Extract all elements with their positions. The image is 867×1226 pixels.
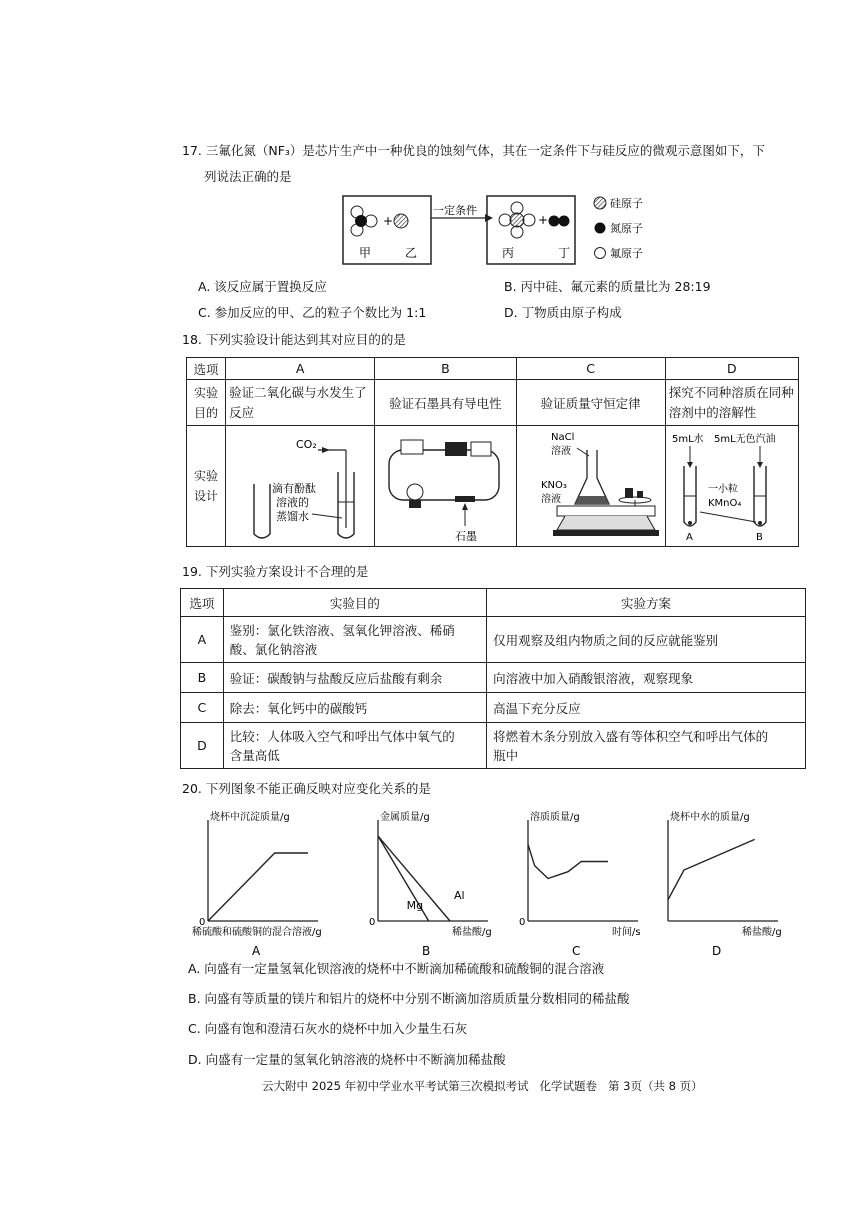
chart-b-label-al: Al — [454, 889, 465, 902]
chart-c-series-0 — [528, 845, 608, 879]
q17-stem-line2: 列说法正确的是 — [204, 169, 292, 184]
svg-text:KMnO₄: KMnO₄ — [707, 498, 742, 509]
q17-option-c: C. 参加反应的甲、乙的粒子个数比为 1:1 — [198, 305, 427, 320]
legend-si-icon — [594, 197, 606, 209]
q17-stem-line1: 17. 三氟化氮（NF₃）是芯片生产中一种优良的蚀刻气体，其在一定条件下与硅反应的微观示意图如下，下 — [182, 143, 765, 158]
switch-icon — [401, 440, 423, 454]
legend-si: 硅原子 — [610, 197, 643, 210]
bulb-icon — [407, 484, 423, 500]
svg-text:NaCl: NaCl — [550, 432, 574, 443]
q17-option-b: B. 丙中硅、氟元素的质量比为 28:19 — [504, 279, 711, 294]
graphite-rod-icon — [455, 496, 475, 502]
q18-design-c — [516, 426, 665, 547]
svg-text:5mL无色汽油: 5mL无色汽油 — [713, 434, 776, 445]
label-jia: 甲 — [359, 246, 372, 260]
svg-text:CO₂: CO₂ — [296, 438, 317, 451]
battery-icon — [445, 442, 467, 456]
chart-a-origin: 0 — [199, 917, 206, 928]
q18-head-b: B — [375, 358, 516, 380]
q18-goal-b: 验证石墨具有导电性 — [375, 380, 516, 426]
q17-option-d: D. 丁物质由原子构成 — [504, 305, 622, 320]
chart-b-origin: 0 — [369, 917, 376, 928]
q18-stem: 18. 下列实验设计能达到其对应目的的是 — [182, 332, 406, 347]
q20-option-a: A. 向盛有一定量氢氧化钡溶液的烧杯中不断滴加稀硫酸和硫酸铜的混合溶液 — [188, 961, 605, 976]
chart-a-xlabel: 稀硫酸和硫酸铜的混合溶液/g — [192, 927, 322, 938]
flask-icon — [575, 450, 609, 504]
q18-design-a — [226, 426, 375, 547]
legend-n-icon — [595, 223, 606, 234]
chart-d-ylabel: 烧杯中水的质量/g — [670, 812, 750, 823]
q18-design-b — [375, 426, 516, 547]
svg-text:滴有酚酞: 滴有酚酞 — [272, 482, 317, 495]
svg-text:溶液: 溶液 — [550, 446, 571, 457]
q20-option-d: D. 向盛有一定量的氢氧化钠溶液的烧杯中不断滴加稀盐酸 — [188, 1052, 506, 1067]
svg-text:+: + — [383, 214, 394, 228]
q18-head-option: 选项 — [187, 358, 226, 380]
graphite-circuit-diagram — [375, 426, 513, 546]
label-yi: 乙 — [405, 246, 418, 260]
legend-n: 氮原子 — [610, 222, 643, 235]
svg-text:溶液: 溶液 — [540, 494, 561, 505]
q18-head-a: A — [226, 358, 375, 380]
sif4-molecule-icon — [499, 202, 535, 238]
q18-head-c: C — [516, 358, 665, 380]
si-atom-icon — [394, 214, 408, 228]
n2-molecule-icon — [549, 216, 560, 227]
chart-a-series-0 — [208, 853, 308, 921]
svg-text:蒸馏水: 蒸馏水 — [276, 510, 310, 523]
q18-design-d — [665, 426, 798, 547]
reaction-condition: 一定条件 — [433, 204, 477, 217]
q20-stem: 20. 下列图象不能正确反映对应变化关系的是 — [182, 781, 431, 796]
chart-b-ylabel: 金属质量/g — [380, 812, 430, 823]
chart-b-xlabel: 稀盐酸/g — [452, 927, 492, 938]
q17-option-a: A. 该反应属于置换反应 — [198, 279, 327, 294]
label-ding: 丁 — [558, 246, 571, 260]
q18-goal-c: 验证质量守恒定律 — [516, 380, 665, 426]
q18-head-d: D — [665, 358, 798, 380]
chart-a-ylabel: 烧杯中沉淀质量/g — [210, 812, 290, 823]
q19-head-option: 选项 — [181, 589, 224, 617]
svg-text:A: A — [685, 532, 693, 543]
nf3-molecule-icon — [351, 206, 377, 236]
legend-f: 氟原子 — [610, 247, 643, 260]
svg-text:B: B — [755, 532, 763, 543]
chart-d-series-0 — [668, 839, 755, 899]
svg-text:KNO₃: KNO₃ — [540, 480, 567, 491]
weight-icon — [625, 488, 633, 498]
svg-text:石墨: 石墨 — [455, 530, 478, 543]
chart-c-ylabel: 溶质质量/g — [530, 812, 580, 823]
svg-text:+: + — [538, 213, 549, 227]
chart-c-letter: C — [572, 944, 581, 958]
q20-charts — [188, 808, 808, 958]
co2-tube-diagram — [226, 426, 372, 546]
legend-f-icon — [595, 248, 606, 259]
page-footer: 云大附中 2025 年初中学业水平考试第三次模拟考试 化学试题卷 第 3页（共 8 页） — [262, 1079, 703, 1093]
q19-stem: 19. 下列实验方案设计不合理的是 — [182, 564, 369, 579]
q20-option-c: C. 向盛有饱和澄清石灰水的烧杯中加入少量生石灰 — [188, 1021, 468, 1036]
q19-head-plan: 实验方案 — [487, 589, 806, 617]
chart-d-xlabel: 稀盐酸/g — [742, 927, 782, 938]
table-row: B 验证：碳酸钠与盐酸反应后盐酸有剩余 向溶液中加入硝酸银溶液，观察现象 — [181, 663, 806, 693]
q19-table — [180, 588, 806, 769]
chart-a-letter: A — [252, 944, 261, 958]
chart-c-origin: 0 — [519, 917, 526, 928]
label-bing: 丙 — [502, 246, 515, 260]
chart-c-xlabel: 时间/s — [612, 927, 641, 938]
q17-reaction-diagram — [335, 190, 665, 270]
gas-arrow-icon — [322, 447, 330, 453]
table-row: D 比较：人体吸入空气和呼出气体中氧气的 含量高低 将燃着木条分别放入盛有等体积空气和呼出气体的 瓶中 — [181, 723, 806, 769]
q18-goal-d: 探究不同种溶质在同种溶剂中的溶解性 — [665, 380, 798, 426]
q18-row1-label: 实验目的 — [187, 380, 226, 426]
svg-text:溶液的: 溶液的 — [276, 496, 310, 509]
q18-row2-label: 实验设计 — [187, 426, 226, 547]
q19-head-goal: 实验目的 — [223, 589, 486, 617]
balance-diagram — [517, 426, 663, 546]
svg-text:一小粒: 一小粒 — [707, 484, 738, 495]
q20-option-b: B. 向盛有等质量的镁片和铝片的烧杯中分别不断滴加溶质质量分数相同的稀盐酸 — [188, 991, 630, 1006]
table-row: A 鉴别：氯化铁溶液、氢氧化钾溶液、稀硝 酸、氯化钠溶液 仅用观察及组内物质之间的反应就能鉴别 — [181, 617, 806, 663]
chart-b-letter: B — [422, 944, 431, 958]
table-row: C 除去：氧化钙中的碳酸钙 高温下充分反应 — [181, 693, 806, 723]
chart-b-label-mg: Mg — [406, 899, 424, 912]
chart-d-letter: D — [712, 944, 722, 958]
svg-text:5mL水: 5mL水 — [671, 434, 704, 445]
q18-goal-a: 验证二氧化碳与水发生了反应 — [226, 380, 375, 426]
q18-table — [186, 357, 799, 547]
solubility-tubes-diagram — [666, 426, 796, 546]
